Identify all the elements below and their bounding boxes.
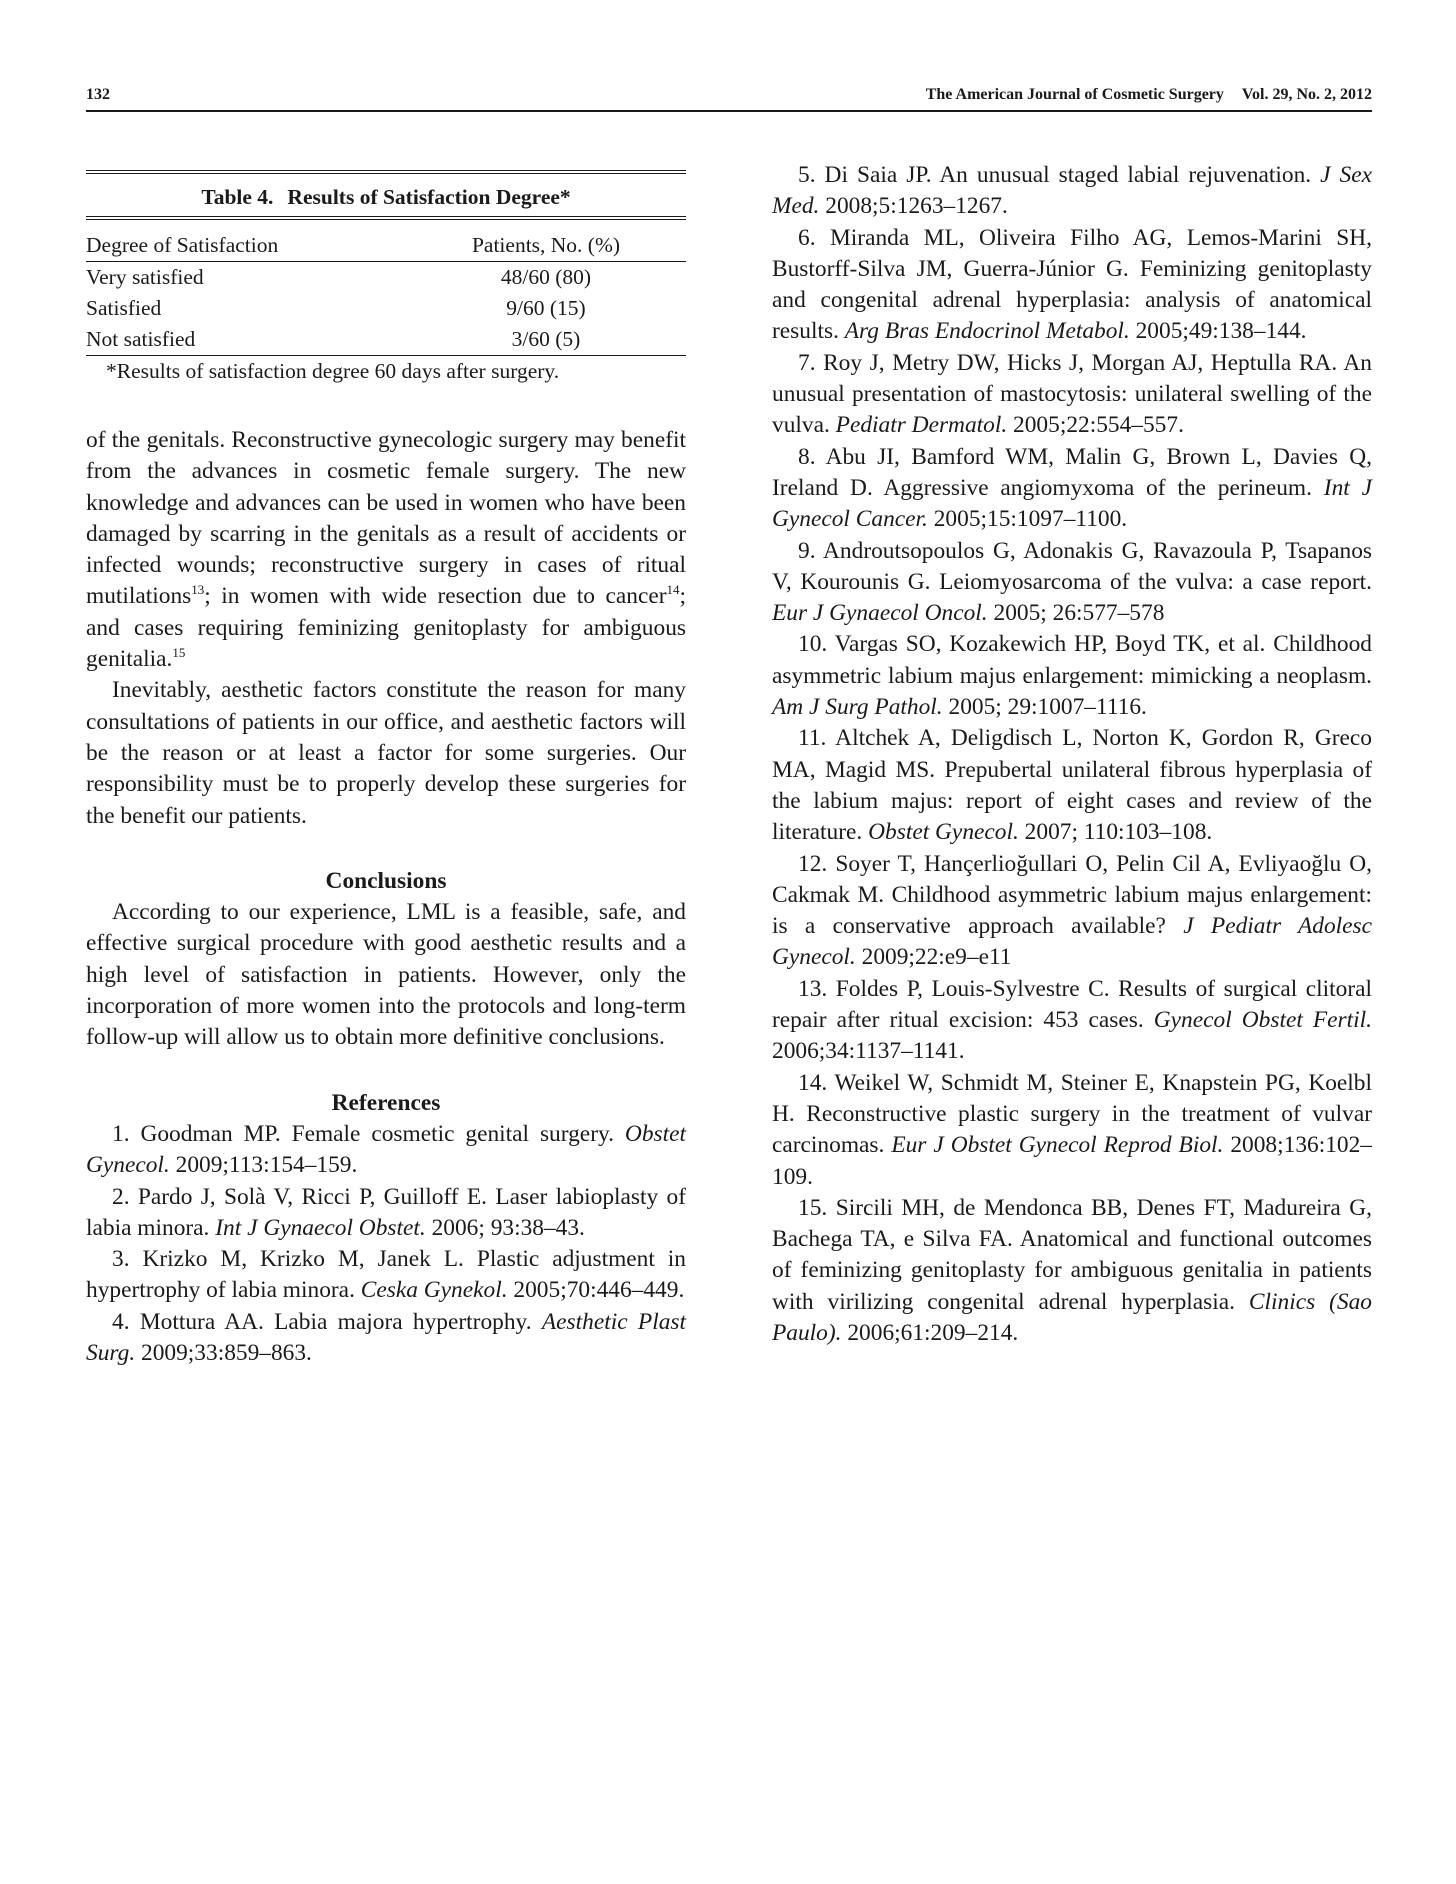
column-header: Patients, No. (%): [471, 233, 621, 257]
reference-journal: Int J Gynecol Cancer.: [772, 474, 1372, 533]
reference-item: 6. Miranda ML, Oliveira Filho AG, Lemos-Marini SH, Bustorff-Silva JM, Guerra-Júnior G. Feminizing genitoplasty and congenital adrenal hyperplasia: analysis of anatomical results. Arg Bras Endocrinol Metabol. 2005;49:138–144.: [772, 224, 1372, 345]
reference-journal: J Pediatr Adolesc Gynecol.: [772, 913, 1373, 971]
table-cell: 9/60 (15): [506, 296, 586, 320]
body-paragraph: of the genitals. Reconstructive gynecologic surgery may benefit from the advances in cosmetic female surgery. The new knowledge and advances can be used in women who have been damaged by scarring in the genitals as a result of accidents or infected wounds; reconstructive surgery in cases of ritual mutilations$^{13}$; in women with wide resection due to cancer$^{14}$; and cases requiring feminizing genitoplasty for ambiguous genitalia.$^{15}$: [86, 427, 686, 673]
reference-item: 14. Weikel W, Schmidt M, Steiner E, Knapstein PG, Koelbl H. Reconstructive plastic surgery in the treatment of vulvar carcinomas. Eur J Obstet Gynecol Reprod Biol. 2008;136:102–109.: [772, 1069, 1372, 1190]
reference-journal: Arg Bras Endocrinol Metabol.: [844, 318, 1130, 345]
table-title: [86, 174, 686, 216]
reference-item: 11. Altchek A, Deligdisch L, Norton K, Gordon R, Greco MA, Magid MS. Prepubertal unilateral fibrous hyperplasia of the labium majus: report of eight cases and review of the literature. Obstet Gynecol. 2007; 110:103–108.: [772, 725, 1372, 846]
table-cell: 48/60 (80): [500, 265, 592, 289]
reference-item: 1. Goodman MP. Female cosmetic genital surgery. Obstet Gynecol. 2009;113:154–159.: [86, 1120, 686, 1179]
reference-journal: Obstet Gynecol.: [86, 1120, 686, 1179]
reference-journal: Am J Surg Pathol.: [772, 694, 943, 721]
citation-superscript: 13: [191, 582, 205, 598]
table-cell: Not satisfied: [86, 327, 196, 351]
reference-item: 9. Androutsopoulos G, Adonakis G, Ravazoula P, Tsapanos V, Kourounis G. Leiomyosarcoma of the vulva: a case report. Eur J Gynaecol Oncol. 2005; 26:577–578: [772, 537, 1372, 627]
reference-list-left: [86, 1119, 686, 1369]
reference-item: 5. Di Saia JP. An unusual staged labial rejuvenation. J Sex Med. 2008;5:1263–1267.: [772, 162, 1372, 220]
reference-item: 7. Roy J, Metry DW, Hicks J, Morgan AJ, Heptulla RA. An unusual presentation of mastocytosis: unilateral swelling of the vulva. Pediatr Dermatol. 2005;22:554–557.: [772, 349, 1372, 439]
left-column: [86, 160, 686, 1369]
reference-item: 10. Vargas SO, Kozakewich HP, Boyd TK, et al. Childhood asymmetric labium majus enlargement: mimicking a neoplasm. Am J Surg Pathol. 2005; 29:1007–1116.: [772, 631, 1372, 721]
citation-superscript: 14: [666, 582, 680, 598]
table-cell: 3/60 (5): [511, 327, 581, 351]
table-row: [86, 324, 686, 356]
reference-item: 4. Mottura AA. Labia majora hypertrophy. Aesthetic Plast Surg. 2009;33:859–863.: [86, 1308, 686, 1367]
reference-journal: Pediatr Dermatol.: [835, 412, 1008, 439]
reference-journal: Eur J Obstet Gynecol Reprod Biol.: [891, 1132, 1224, 1159]
table-cell: Very satisfied: [86, 265, 204, 289]
table-caption: Results of Satisfaction Degree*: [287, 185, 571, 209]
reference-journal: Eur J Gynaecol Oncol.: [772, 600, 988, 627]
reference-journal: Clinics (Sao Paulo).: [772, 1288, 1372, 1346]
reference-item: 15. Sircili MH, de Mendonca BB, Denes FT, Madureira G, Bachega TA, e Silva FA. Anatomical and functional outcomes of feminizing genitoplasty for ambiguous genitalia in patients with virilizing congenital adrenal hyperplasia. Clinics (Sao Paulo). 2006;61:209–214.: [772, 1194, 1372, 1346]
table-4: [86, 170, 686, 387]
journal-volume: Vol. 29, No. 2, 2012: [1241, 86, 1372, 103]
reference-journal: Aesthetic Plast Surg.: [86, 1308, 686, 1367]
conclusions-paragraph: According to our experience, LML is a feasible, safe, and effective surgical procedure with good aesthetic results and a high level of satisfaction in patients. However, only the incorporation of more women into the protocols and long-term follow-up will allow us to obtain more definitive conclusions.: [86, 899, 686, 1051]
reference-item: 2. Pardo J, Solà V, Ricci P, Guilloff E. Laser labioplasty of labia minora. Int J Gynaecol Obstet. 2006; 93:38–43.: [86, 1183, 686, 1241]
reference-list-right: [772, 160, 1372, 1349]
satisfaction-table: [86, 220, 686, 356]
reference-item: 13. Foldes P, Louis-Sylvestre C. Results of surgical clitoral repair after ritual excision: 453 cases. Gynecol Obstet Fertil. 2006;34:1137–1141.: [772, 975, 1372, 1065]
column-header: Degree of Satisfaction: [86, 233, 279, 257]
table-header-row: [86, 220, 686, 262]
conclusions-heading: Conclusions: [325, 867, 447, 894]
table-row: [86, 262, 686, 294]
citation-superscript: 15: [172, 645, 186, 661]
reference-item: 3. Krizko M, Krizko M, Janek L. Plastic adjustment in hypertrophy of labia minora. Ceska Gynekol. 2005;70:446–449.: [86, 1246, 686, 1304]
table-label: Table 4.: [201, 185, 274, 209]
page-number: 132: [86, 86, 110, 103]
table-cell: Satisfied: [86, 296, 162, 320]
table-row: [86, 293, 686, 324]
reference-journal: Obstet Gynecol.: [868, 819, 1019, 846]
reference-journal: Gynecol Obstet Fertil.: [1153, 1007, 1372, 1034]
journal-citation: [926, 86, 1372, 104]
references-heading: References: [331, 1089, 441, 1116]
body-paragraph: Inevitably, aesthetic factors constitute the reason for many consultations of patients in our office, and aesthetic factors will be the reason or at least a factor for some surgeries. Our responsibility must be to properly develop these surgeries for the benefit our patients.: [86, 677, 686, 829]
journal-title: The American Journal of Cosmetic Surgery: [925, 86, 1224, 103]
right-column: [772, 160, 1372, 1349]
reference-journal: J Sex Med.: [772, 162, 1372, 220]
reference-journal: Ceska Gynekol.: [360, 1277, 508, 1304]
reference-item: 8. Abu JI, Bamford WM, Malin G, Brown L, Davies Q, Ireland D. Aggressive angiomyxoma of the perineum. Int J Gynecol Cancer. 2005;15:1097–1100.: [772, 443, 1372, 533]
running-header: [86, 84, 1372, 112]
reference-item: 12. Soyer T, Hançerlioğullari O, Pelin Cil A, Evliyaoğlu O, Cakmak M. Childhood asymmetric labium majus enlargement: is a conservative approach available? J Pediatr Adolesc Gynecol. 2009;22:e9–e11: [772, 850, 1373, 971]
table-footnote: *Results of satisfaction degree 60 days after surgery.: [106, 359, 560, 383]
reference-journal: Int J Gynaecol Obstet.: [215, 1214, 426, 1241]
